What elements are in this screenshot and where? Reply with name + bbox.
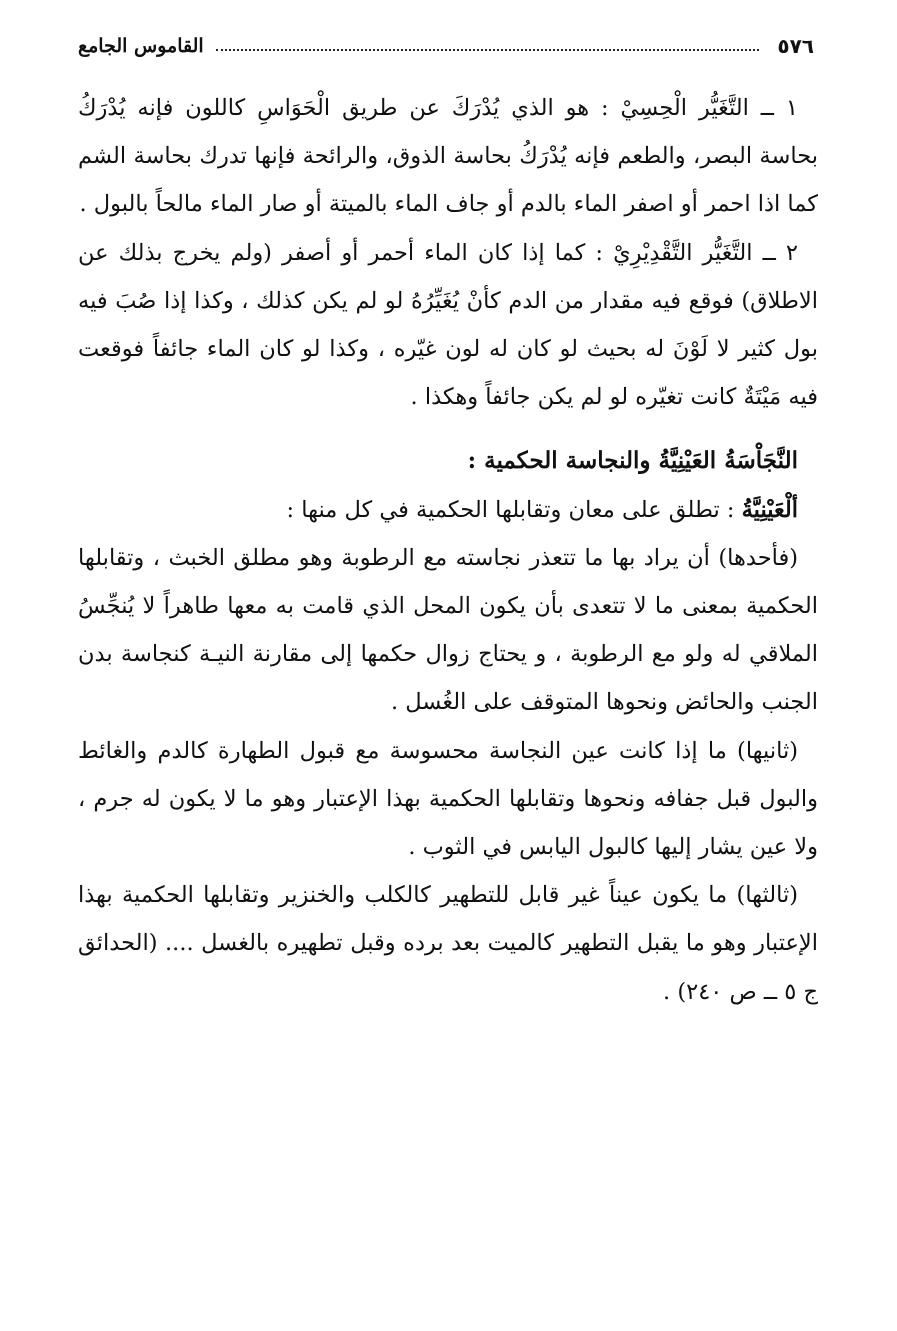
defined-term: ألْعَيْنِيَّةُ xyxy=(741,496,798,523)
definition-text: : تطلق على معان وتقابلها الحكمية في كل منها : xyxy=(286,496,742,523)
book-title: القاموس الجامع xyxy=(78,35,204,57)
paragraph-third-meaning: (ثالثها) ما يكون عيناً غير قابل للتطهير كالكلب والخنزير وتقابلها الحكمية بهذا الإعتبار وهو ما يقبل التطهير كالميت بعد برده وقبل تطهيره بالغسل .... (الحدائق ج ٥ ــ ص ٢٤٠) . xyxy=(78,882,818,1005)
section-heading: النَّجَاْسَةُ العَيْنِيَّةُ والنجاسة الحكمية : xyxy=(467,447,798,475)
paragraph-sensory-change: ١ ــ التَّغَيُّر الْحِسِيْ : هو الذي يُدْرَكَ عن طريق الْحَوَاسِ كاللون فإنه يُدْرَكُ بحاسة البصر، والطعم فإنه يُدْرَكُ بحاسة الذوق، والرائحة فإنها تدرك بحاسة الشم كما اذا احمر أو اصفر الماء بالدم أو جاف الماء بالميتة أو صار الماء مالحاً بالبول . xyxy=(78,95,818,218)
page-body xyxy=(78,84,818,1016)
running-head xyxy=(78,30,818,62)
paragraph-definition xyxy=(78,486,818,534)
leader-dots xyxy=(216,49,760,51)
paragraph-second-meaning: (ثانيها) ما إذا كانت عين النجاسة محسوسة مع قبول الطهارة كالدم والغائط والبول قبل جفافه ونحوها وتقابلها الحكمية بهذا الإعتبار وهو ما لا يكون له جرم ، ولا عين يشار إليها كالبول اليابس في الثوب . xyxy=(78,737,818,861)
page-number: ٥٧٦ xyxy=(777,34,814,58)
paragraph-first-meaning: (فأحدها) أن يراد بها ما تتعذر نجاسته مع الرطوبة وهو مطلق الخبث ، وتقابلها الحكمية بمعنى ما لا تتعدى بأن يكون المحل الذي قامت به معها طاهراً لا يُنجِّسُ الملاقي له ولو مع الرطوبة ، و يحتاج زوال حكمها إلى مقارنة النيـة كنجاسة بدن الجنب والحائض ونحوها المتوقف على الغُسل . xyxy=(78,544,818,716)
book-page xyxy=(78,30,818,1016)
paragraph-estimated-change: ٢ ــ التَّغَيُّر التَّقْدِيْرِيْ : كما إذا كان الماء أحمر أو أصفر (ولم يخرج بذلك عن الاطلاق) فوقع فيه مقدار من الدم كأنْ يُغَيِّرُهُ لو لم يكن كذلك ، وكذا إذا صُبَ فيه بول كثير لا لَوْنَ له بحيث لو كان له لون غيّره ، وكذا لو كان الماء جائفاً فوقعت فيه مَيْتَةٌ كانت تغيّره لو لم يكن جائفاً وهكذا . xyxy=(78,239,818,411)
